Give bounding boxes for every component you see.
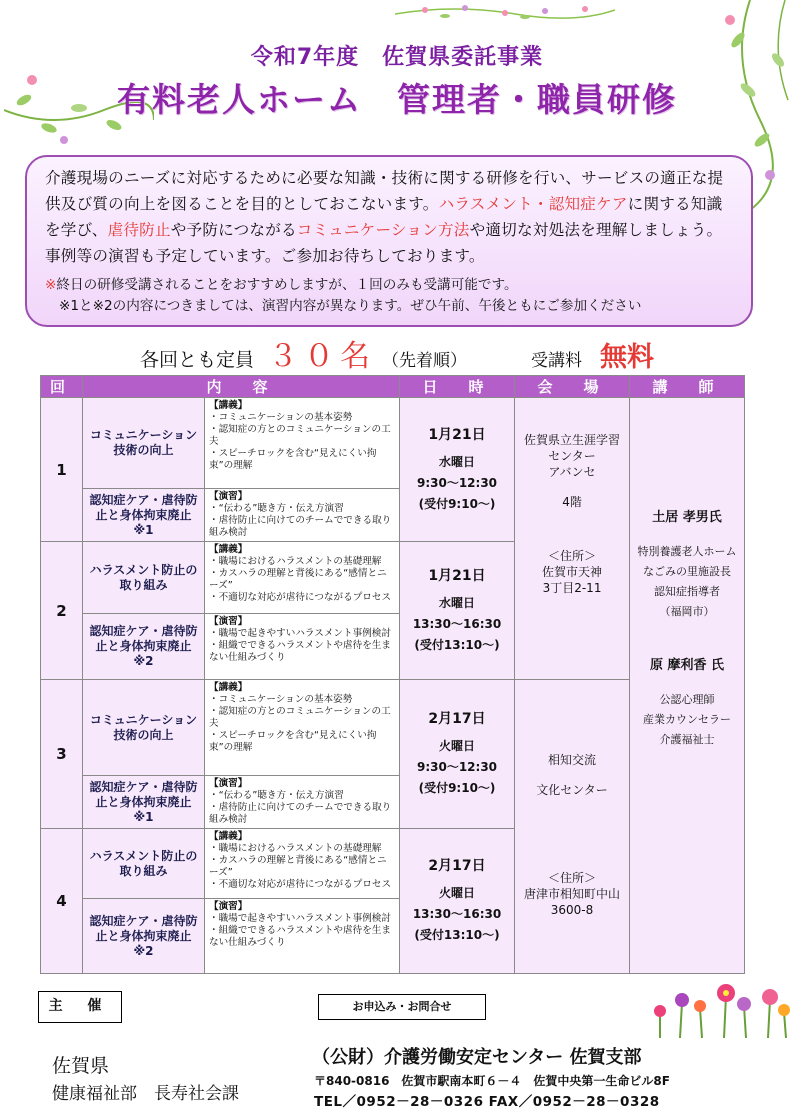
host-label: 主 催 [38, 991, 122, 1023]
session-number: 2 [41, 542, 83, 680]
lecturer-cell [630, 398, 745, 974]
lecture-details [205, 829, 400, 899]
capacity-number: ３０名 [268, 339, 377, 374]
table-header-row [41, 376, 745, 398]
lecturer-title: 特別養護老人ホーム [637, 545, 737, 558]
session-number: 4 [41, 829, 83, 974]
venue-avance [515, 398, 630, 680]
session-number: 1 [41, 398, 83, 542]
lecture-tag: 【講義】 [209, 682, 248, 693]
topic-communication: コミュニケーション技術の向上 [83, 680, 205, 776]
list-item: ・職場で起きやすいハラスメント事例検討 [209, 913, 391, 924]
capacity-line [140, 331, 740, 374]
topic-communication: コミュニケーション技術の向上 [83, 398, 205, 489]
highlight-abuse-prevention: 虐待防止 [107, 221, 171, 239]
session-reception: (受付9:10～) [418, 496, 496, 511]
list-item: ・“伝わる”聴き方・伝え方演習 [209, 503, 344, 514]
practice-details [205, 899, 400, 974]
lecturer-title: 介護福祉士 [659, 733, 715, 746]
session-datetime [400, 398, 515, 542]
session-reception: (受付9:10～) [418, 781, 496, 795]
list-item: ・スピーチロックを含む“見えにくい拘束”の理解 [209, 448, 377, 471]
topic-dementia-care: 認知症ケア・虐待防止と身体拘束廃止※2 [83, 614, 205, 680]
practice-details [205, 614, 400, 680]
list-item: ・認知症の方とのコミュニケーションの工夫 [209, 424, 391, 447]
practice-details [205, 776, 400, 829]
fee-value: 無料 [600, 342, 655, 373]
list-item: ・コミュニケーションの基本姿勢 [209, 694, 353, 705]
venue-address-label: ＜住所＞ [548, 549, 597, 563]
note-1-mark: ※ [45, 277, 57, 293]
venue-address-label: ＜住所＞ [548, 871, 597, 885]
practice-tag: 【演習】 [209, 491, 248, 502]
note-1-text: 終日の研修受講されることをおすすめしますが、１回のみも受講可能です。 [56, 277, 518, 293]
intro-text-1: 介護現場のニーズに対応するために必要な知識・技術に関する研修を行い、サービスの適正な提供及び質の向上を図ることを目的としておこないます。 [45, 169, 724, 213]
session-date: 2月17日 [428, 711, 486, 727]
list-item: ・組織でできるハラスメントや虐待を生まない仕組みづくり [209, 925, 391, 948]
venue-line: 佐賀県立生涯学習 [524, 433, 621, 447]
list-item: ・虐待防止に向けてのチームでできる取り組み検討 [209, 515, 392, 538]
lecturer-title: なごみの里施設長 [643, 565, 732, 578]
session-time: 13:30～16:30 [412, 907, 502, 921]
list-item: ・職場で起きやすいハラスメント事例検討 [209, 628, 391, 639]
highlight-harassment: ハラスメント・認知症ケア [438, 195, 628, 213]
session-date: 2月17日 [428, 858, 486, 874]
topic-harassment: ハラスメント防止の取り組み [83, 829, 205, 899]
venue-address: 唐津市相知町中山 [524, 887, 621, 901]
intro-notes [45, 275, 733, 317]
venue-line: 文化センター [536, 783, 608, 797]
topic-dementia-care: 認知症ケア・虐待防止と身体拘束廃止※2 [83, 899, 205, 974]
session-weekday: 水曜日 [439, 454, 476, 469]
lecture-details [205, 542, 400, 614]
header-lecturer: 講 師 [630, 376, 745, 398]
header-content: 内 容 [83, 376, 400, 398]
page-subtitle: 令和7年度 佐賀県委託事業 [250, 45, 544, 70]
session-weekday: 火曜日 [439, 886, 476, 900]
list-item: ・虐待防止に向けてのチームでできる取り組み検討 [209, 802, 392, 825]
table-row [41, 398, 745, 489]
header-venue: 会 場 [515, 376, 630, 398]
session-number: 3 [41, 680, 83, 829]
session-time: 13:30～16:30 [412, 616, 502, 631]
schedule-table [40, 375, 745, 974]
list-item: ・職場におけるハラスメントの基礎理解 [209, 843, 382, 854]
venue-address: 3600-8 [550, 903, 594, 917]
venue-address: 佐賀市天神 [542, 565, 603, 579]
lecturer-title: （福岡市） [659, 605, 715, 618]
highlight-communication: コミュニケーション方法 [296, 221, 470, 239]
note-2: ※1と※2の内容につきましては、演習内容が異なります。ぜひ午前、午後ともにご参加ください [59, 298, 642, 314]
list-item: ・“伝わる”聴き方・伝え方演習 [209, 790, 344, 801]
note-1 [45, 275, 733, 296]
lecturer-title: 認知症指導者 [654, 585, 721, 598]
lecturer-title: 産業カウンセラー [643, 713, 732, 726]
list-item: ・カスハラの理解と背後にある“感情とニーズ” [209, 568, 387, 591]
session-date: 1月21日 [428, 567, 486, 584]
capacity-note: （先着順） [382, 351, 468, 371]
session-reception: (受付13:10～) [414, 637, 500, 652]
lecturer-name-2: 原 摩利香 氏 [649, 658, 725, 673]
list-item: ・カスハラの理解と背後にある“感情とニーズ” [209, 855, 387, 878]
contact-address: 〒840-0816 佐賀市駅南本町６－４ 佐賀中央第一生命ビル8F [314, 1074, 670, 1088]
practice-tag: 【演習】 [209, 901, 248, 912]
intro-box [25, 155, 753, 327]
header-datetime: 日 時 [400, 376, 515, 398]
intro-text-4: や適切な対処法を理解しましょう。事例等の演習も予定しています。ご参加お待ちしております。 [45, 221, 723, 265]
session-datetime [400, 542, 515, 680]
lecture-details [205, 680, 400, 776]
venue-address: 3丁目2-11 [542, 581, 602, 595]
contact-label: お申込み・お問合せ [318, 994, 486, 1020]
session-datetime [400, 680, 515, 829]
practice-details [205, 489, 400, 542]
topic-dementia-care: 認知症ケア・虐待防止と身体拘束廃止※1 [83, 776, 205, 829]
intro-paragraph [45, 165, 733, 269]
lecture-tag: 【講義】 [209, 400, 248, 411]
flower-vine-decoration [395, 0, 615, 30]
session-date: 1月21日 [428, 426, 486, 443]
lecture-details [205, 398, 400, 489]
intro-text-3: や予防につながる [170, 221, 297, 239]
list-item: ・スピーチロックを含む“見えにくい拘束”の理解 [209, 730, 377, 753]
contact-organization: （公財）介護労働安定センター 佐賀支部 [312, 1047, 642, 1068]
practice-tag: 【演習】 [209, 616, 248, 627]
practice-tag: 【演習】 [209, 778, 248, 789]
list-item: ・コミュニケーションの基本姿勢 [209, 412, 353, 423]
session-time: 9:30～12:30 [416, 475, 498, 490]
list-item: ・不適切な対応が虐待につながるプロセス [209, 879, 392, 890]
session-weekday: 火曜日 [439, 739, 476, 753]
lecture-tag: 【講義】 [209, 831, 248, 842]
lecturer-title: 公認心理師 [659, 693, 715, 706]
capacity-label: 各回とも定員 [140, 349, 255, 371]
header-session: 回 [41, 376, 83, 398]
flower-bed-decoration [650, 978, 794, 1040]
fee-label: 受講料 [531, 351, 583, 371]
session-reception: (受付13:10～) [414, 928, 500, 942]
venue-line: センター [548, 449, 596, 463]
host-organization: 佐賀県 [52, 1055, 110, 1077]
list-item: ・職場におけるハラスメントの基礎理解 [209, 556, 382, 567]
lecture-tag: 【講義】 [209, 544, 248, 555]
session-weekday: 水曜日 [439, 595, 476, 610]
venue-line: 相知交流 [548, 753, 597, 767]
session-time: 9:30～12:30 [416, 760, 498, 774]
contact-phone: TEL／0952－28－0326 FAX／0952－28－0328 [314, 1094, 660, 1110]
venue-line: アバンセ [548, 465, 596, 479]
list-item: ・組織でできるハラスメントや虐待を生まない仕組みづくり [209, 640, 391, 663]
session-datetime [400, 829, 515, 974]
topic-dementia-care: 認知症ケア・虐待防止と身体拘束廃止※1 [83, 489, 205, 542]
venue-floor: 4階 [562, 495, 582, 509]
list-item: ・不適切な対応が虐待につながるプロセス [209, 592, 392, 603]
venue-ochi [515, 680, 630, 974]
list-item: ・認知症の方とのコミュニケーションの工夫 [209, 706, 391, 729]
page-title: 有料老人ホーム 管理者・職員研修 [117, 80, 677, 119]
host-department: 健康福祉部 長寿社会課 [52, 1084, 239, 1104]
intro-text-2: に関する知識を学び、 [45, 195, 723, 239]
lecturer-name-1: 土居 孝男氏 [652, 510, 722, 525]
topic-harassment: ハラスメント防止の取り組み [83, 542, 205, 614]
